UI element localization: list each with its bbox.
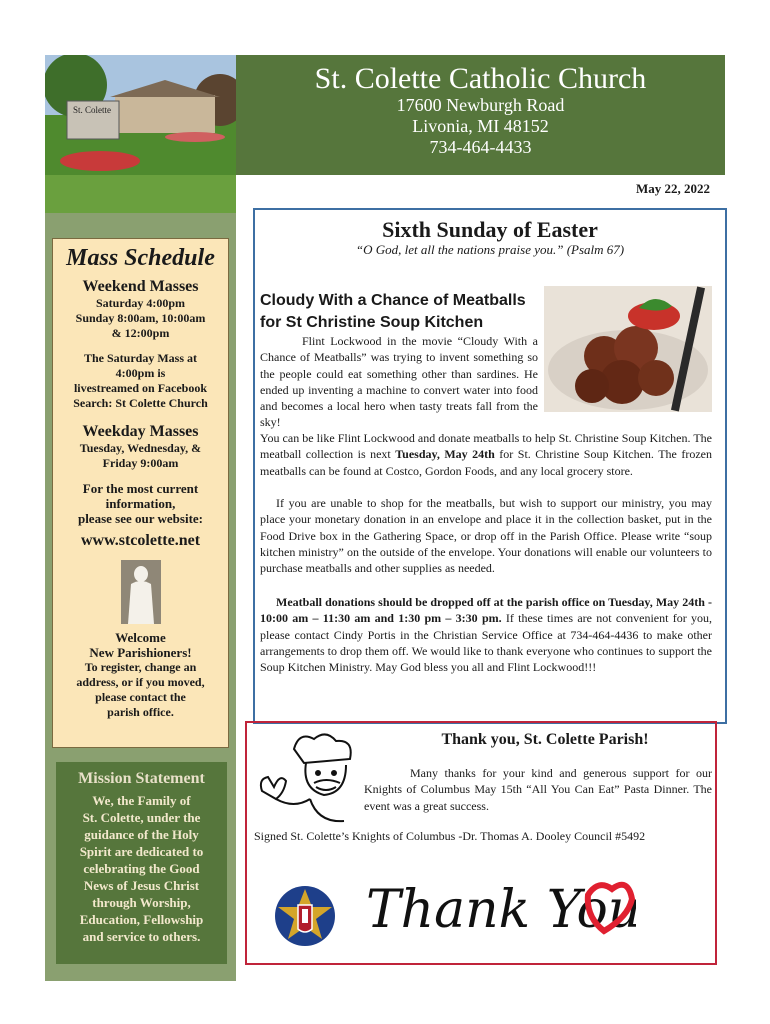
address-line-2: Livonia, MI 48152 (412, 116, 549, 136)
mass-schedule-box (52, 238, 229, 748)
weekend-masses-heading: Weekend Masses (82, 278, 199, 295)
phone-number: 734-464-4433 (429, 137, 532, 157)
article-paragraph-3: If you are unable to shop for the meatballs, but wish to support our ministry, you may place your monetary donation in an envelope and place it in the collection basket, put in the Food Drive box in the Gathering Space, or drop off in the Parish Office. Please write “soup kitchen ministry” on the outside of the envelope. Your donations will enable our volunteers to purchase meatballs and other supplies as needed. (260, 496, 712, 576)
article-paragraph-4 (260, 594, 712, 675)
statue-image (121, 560, 161, 624)
sunday-title: Sixth Sunday of Easter (382, 217, 598, 242)
chef-illustration (254, 729, 366, 827)
article-title-line: for St Christine Soup Kitchen (260, 314, 484, 331)
p4-text: If these times are not convenient for you, please contact Cindy Portis in the Christian Service Office at 734-464-4436 to make other arrangements to drop them off. We would like to thank everyone who continues to support the Soup Kitchen Ministry. May God bless you all and Flint Lockwood!!! (260, 611, 712, 675)
livestream-line: livestreamed on Facebook (73, 381, 208, 395)
mission-line: Education, Fellowship (79, 912, 204, 927)
bulletin-date: May 22, 2022 (635, 181, 710, 196)
article-title-line: Cloudy With a Chance of Meatballs (260, 292, 526, 309)
mission-line: St. Colette, under the (82, 810, 201, 825)
p2-text: You can be like Flint Lockwood and donate meatballs to help St. Christine Soup Kitchen. The meatball collection is next (260, 431, 712, 462)
mission-title: Mission Statement (78, 770, 205, 787)
thank-you-text: Many thanks for your kind and generous support for our Knights of Columbus May 15th “All You Can Eat” Pasta Dinner. The event was a great success. (364, 766, 712, 813)
welcome-line: Welcome (115, 630, 166, 645)
sign-text: St. Colette (73, 105, 111, 115)
mission-line: We, the Family of (92, 793, 191, 808)
welcome-line: New Parishioners! (89, 645, 192, 660)
church-name: St. Colette Catholic Church (314, 62, 647, 95)
info-line: please see our website: (77, 511, 204, 526)
mission-text (56, 792, 227, 945)
thank-you-script-text: Thank You. (366, 880, 636, 940)
livestream-line: The Saturday Mass at (83, 351, 197, 365)
knights-of-columbus-emblem (272, 883, 338, 949)
mission-line: Spirit are dedicated to (79, 844, 204, 859)
weekday-time: Friday 9:00am (102, 456, 179, 470)
info-line: For the most current (82, 481, 199, 496)
article-paragraph-1: Flint Lockwood in the movie “Cloudy With a Chance of Meatballs” was trying to invent something so the people could eat something other than sardines. He ended up inventing a machine to convert water into food and becomes a local hero when tasty treats fall from the sky! (260, 334, 538, 430)
p4-bold-dropoff: Meatball donations should be dropped off at the parish office on Tuesday, May 24th - 10:00 am – 11:30 am and 1:30 pm – 3:30 pm. (260, 595, 712, 626)
p2-text: for St. Christine Soup Kitchen. The frozen meatballs can be found at Costco, Gordon Foods, and any local grocery store. (260, 447, 712, 478)
meatball-photo (544, 286, 712, 412)
register-line: To register, change an (84, 660, 197, 674)
mission-line: guidance of the Holy (84, 827, 199, 842)
info-line: information, (105, 496, 176, 511)
weekday-time: Tuesday, Wednesday, & (79, 441, 202, 455)
header-banner (236, 55, 725, 175)
p2-bold-date: Tuesday, May 24th (395, 447, 495, 462)
register-line: please contact the (95, 690, 186, 704)
mass-schedule-title: Mass Schedule (66, 245, 215, 271)
weekend-time: Sunday 8:00am, 10:00am (75, 311, 206, 325)
mission-line: and service to others. (82, 929, 201, 944)
weekend-time: & 12:00pm (111, 326, 170, 340)
thank-you-title: Thank you, St. Colette Parish! (441, 731, 649, 748)
mission-statement-box (56, 762, 227, 964)
signed-line: Signed St. Colette’s Knights of Columbus -Dr. Thomas A. Dooley Council #5492 (254, 829, 646, 843)
register-line: parish office. (107, 705, 174, 719)
psalm-quote: “O God, let all the nations praise you.” (Psalm 67) (355, 242, 625, 257)
livestream-line: Search: St Colette Church (73, 396, 208, 410)
thank-you-script-image (366, 865, 636, 945)
article-title (260, 290, 540, 334)
mission-line: celebrating the Good (83, 861, 200, 876)
mission-line: through Worship, (92, 895, 191, 910)
livestream-line: 4:00pm is (115, 366, 166, 380)
register-line: address, or if you moved, (76, 675, 205, 689)
church-photo (45, 55, 236, 213)
address-line-1: 17600 Newburgh Road (396, 95, 565, 115)
website-link[interactable]: www.stcolette.net (80, 532, 201, 549)
article-paragraph-2 (260, 430, 712, 479)
mission-line: News of Jesus Christ (83, 878, 200, 893)
weekday-masses-heading: Weekday Masses (82, 423, 199, 440)
weekend-time: Saturday 4:00pm (95, 296, 185, 310)
